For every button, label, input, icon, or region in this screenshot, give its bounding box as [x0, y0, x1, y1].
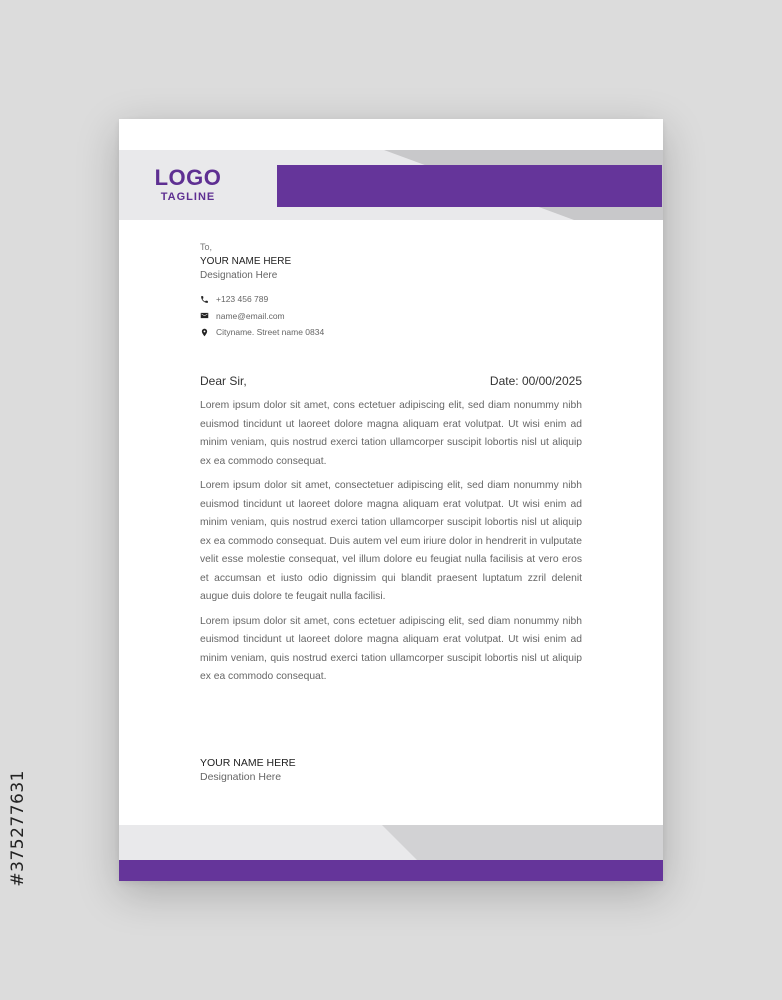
mail-icon: [200, 311, 209, 320]
logo: [152, 166, 224, 204]
recipient-name: YOUR NAME HERE: [200, 256, 292, 267]
contact-row: [200, 324, 324, 341]
letter-date: Date: 00/00/2025: [489, 374, 582, 388]
greeting: Dear Sir,: [200, 374, 247, 388]
contact-row: [200, 308, 324, 325]
logo-tagline: TAGLINE: [160, 191, 216, 203]
footer-gray-shape: [382, 825, 663, 860]
to-label: To,: [200, 242, 213, 252]
contact-list: [200, 291, 324, 341]
signature-name: YOUR NAME HERE: [200, 757, 296, 769]
footer-purple-bar: [119, 860, 663, 881]
body-paragraph: Lorem ipsum dolor sit amet, cons ectetuer adipiscing elit, sed diam nonummy nibh euismod tincidunt ut laoreet dolore magna aliquam erat volutpat. Ut wisi enim ad minim veniam, quis nostrud exerci tation ullamcorper suscipit lobortis nisl ut aliquip ex ea commodo consequat.: [200, 400, 582, 467]
stock-id: #375277631: [8, 770, 28, 887]
contact-row: [200, 291, 324, 308]
logo-word: LOGO: [154, 165, 222, 190]
phone-icon: [200, 295, 209, 304]
letter-body: [200, 397, 582, 693]
address-text: Cityname. Street name 0834: [216, 327, 325, 338]
body-paragraph: Lorem ipsum dolor sit amet, consectetuer adipiscing elit, sed diam nonummy nibh euismod tincidunt ut laoreet dolore magna aliquam erat volutpat. Ut wisi enim ad minim veniam, quis nostrud exerci tation ullamcorper suscipit lobortis nisl ut aliquip ex ea commodo consequat. Duis autem vel eum iriure dolor in hendrerit in vulputate velit esse molestie consequat, vel illum dolore eu feugiat nulla facilisis at vero eros et accumsan et iusto odio dignissim qui blandit praesent luptatum zzril delenit augue duis dolore te feugait nulla facilisi.: [200, 480, 582, 602]
recipient-block: [200, 241, 291, 282]
header-purple-bar: [277, 165, 662, 207]
signature-block: [200, 756, 296, 784]
email-text: name@email.com: [216, 310, 285, 321]
recipient-designation: Designation Here: [200, 270, 278, 281]
phone-text: +123 456 789: [216, 294, 269, 305]
letterhead-page: [119, 119, 663, 881]
location-pin-icon: [200, 328, 209, 337]
signature-designation: Designation Here: [200, 771, 282, 783]
body-paragraph: Lorem ipsum dolor sit amet, cons ectetuer adipiscing elit, sed diam nonummy nibh euismod tincidunt ut laoreet dolore magna aliquam erat volutpat. Ut wisi enim ad minim veniam, quis nostrud exerci tation ullamcorper suscipit lobortis nisl ut aliquip ex ea commodo consequat.: [200, 615, 582, 682]
